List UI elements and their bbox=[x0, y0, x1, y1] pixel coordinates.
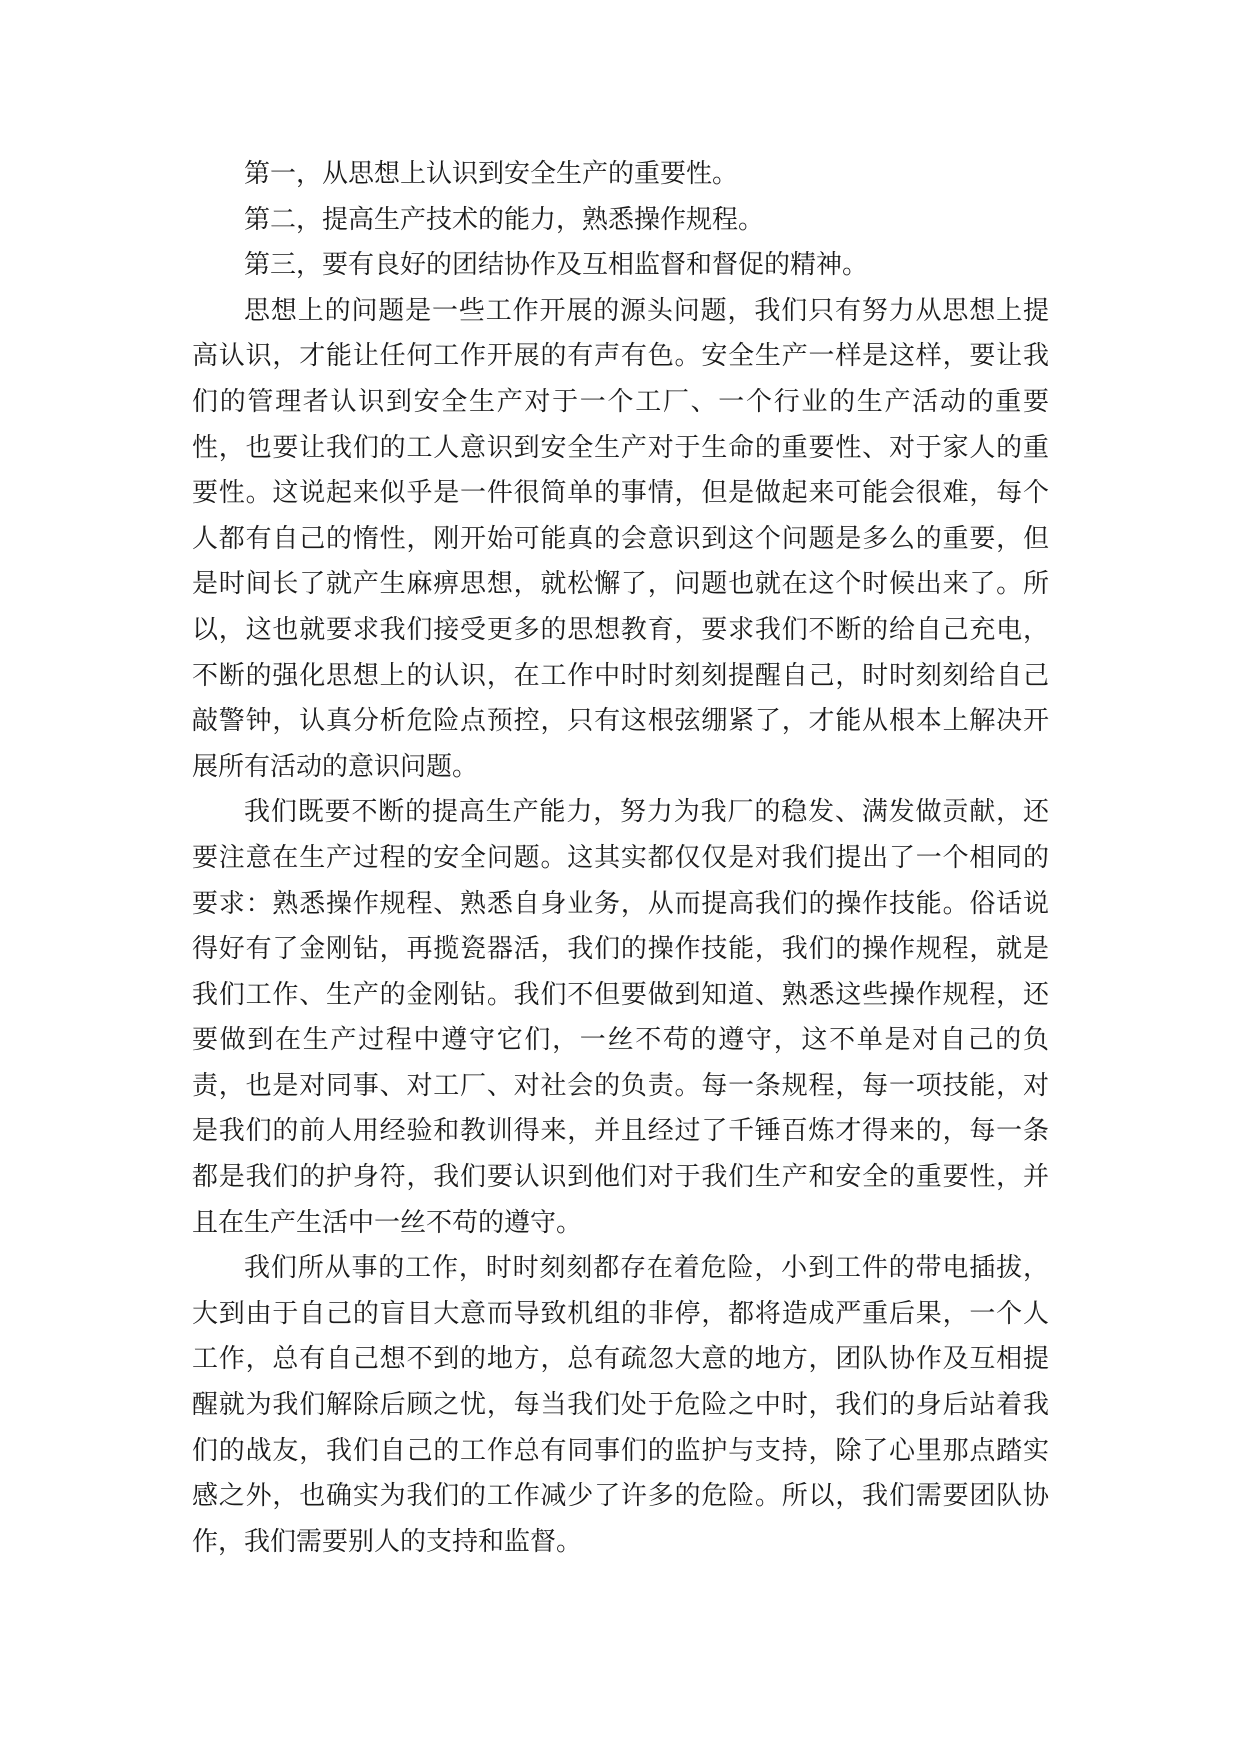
paragraph-skills: 我们既要不断的提高生产能力，努力为我厂的稳发、满发做贡献，还要注意在生产过程的安全问题。这其实都仅仅是对我们提出了一个相同的要求：熟悉操作规程、熟悉自身业务，从而提高我们的操作技能。俗话说得好有了金刚钻，再揽瓷器活，我们的操作技能，我们的操作规程，就是我们工作、生产的金刚钻。我们不但要做到知道、熟悉这些操作规程，还要做到在生产过程中遵守它们，一丝不苟的遵守，这不单是对自己的负责，也是对同事、对工厂、对社会的负责。每一条规程，每一项技能，对是我们的前人用经验和教训得来，并且经过了千锤百炼才得来的，每一条都是我们的护身符，我们要认识到他们对于我们生产和安全的重要性，并且在生产生活中一丝不苟的遵守。 bbox=[192, 797, 1049, 1238]
paragraph-point-three: 第三，要有良好的团结协作及互相监督和督促的精神。 bbox=[244, 250, 869, 281]
paragraph-point-one: 第一，从思想上认识到安全生产的重要性。 bbox=[244, 159, 739, 189]
paragraph-teamwork: 我们所从事的工作，时时刻刻都存在着危险，小到工件的带电插拔，大到由于自己的盲目大意而导致机组的非停，都将造成严重后果，一个人工作，总有自己想不到的地方，总有疏忽大意的地方，团队协作及互相提醒就为我们解除后顾之忧，每当我们处于危险之中时，我们的身后站着我们的战友，我们自己的工作总有同事们的监护与支持，除了心里那点踏实感之外，也确实为我们的工作减少了许多的危险。所以，我们需要团队协作，我们需要别人的支持和监督。 bbox=[192, 1253, 1049, 1557]
paragraph-thinking: 思想上的问题是一些工作开展的源头问题，我们只有努力从思想上提高认识，才能让任何工作开展的有声有色。安全生产一样是这样，要让我们的管理者认识到安全生产对于一个工厂、一个行业的生产活动的重要性，也要让我们的工人意识到安全生产对于生命的重要性、对于家人的重要性。这说起来似乎是一件很简单的事情，但是做起来可能会很难，每个人都有自己的惰性，刚开始可能真的会意识到这个问题是多么的重要，但是时间长了就产生麻痹思想，就松懈了，问题也就在这个时候出来了。所以，这也就要求我们接受更多的思想教育，要求我们不断的给自己充电，不断的强化思想上的认识，在工作中时时刻刻提醒自己，时时刻刻给自己敲警钟，认真分析危险点预控，只有这根弦绷紧了，才能从根本上解决开展所有活动的意识问题。 bbox=[192, 295, 1049, 782]
document-body bbox=[192, 152, 1049, 1565]
paragraph-point-two: 第二，提高生产技术的能力，熟悉操作规程。 bbox=[244, 204, 765, 235]
